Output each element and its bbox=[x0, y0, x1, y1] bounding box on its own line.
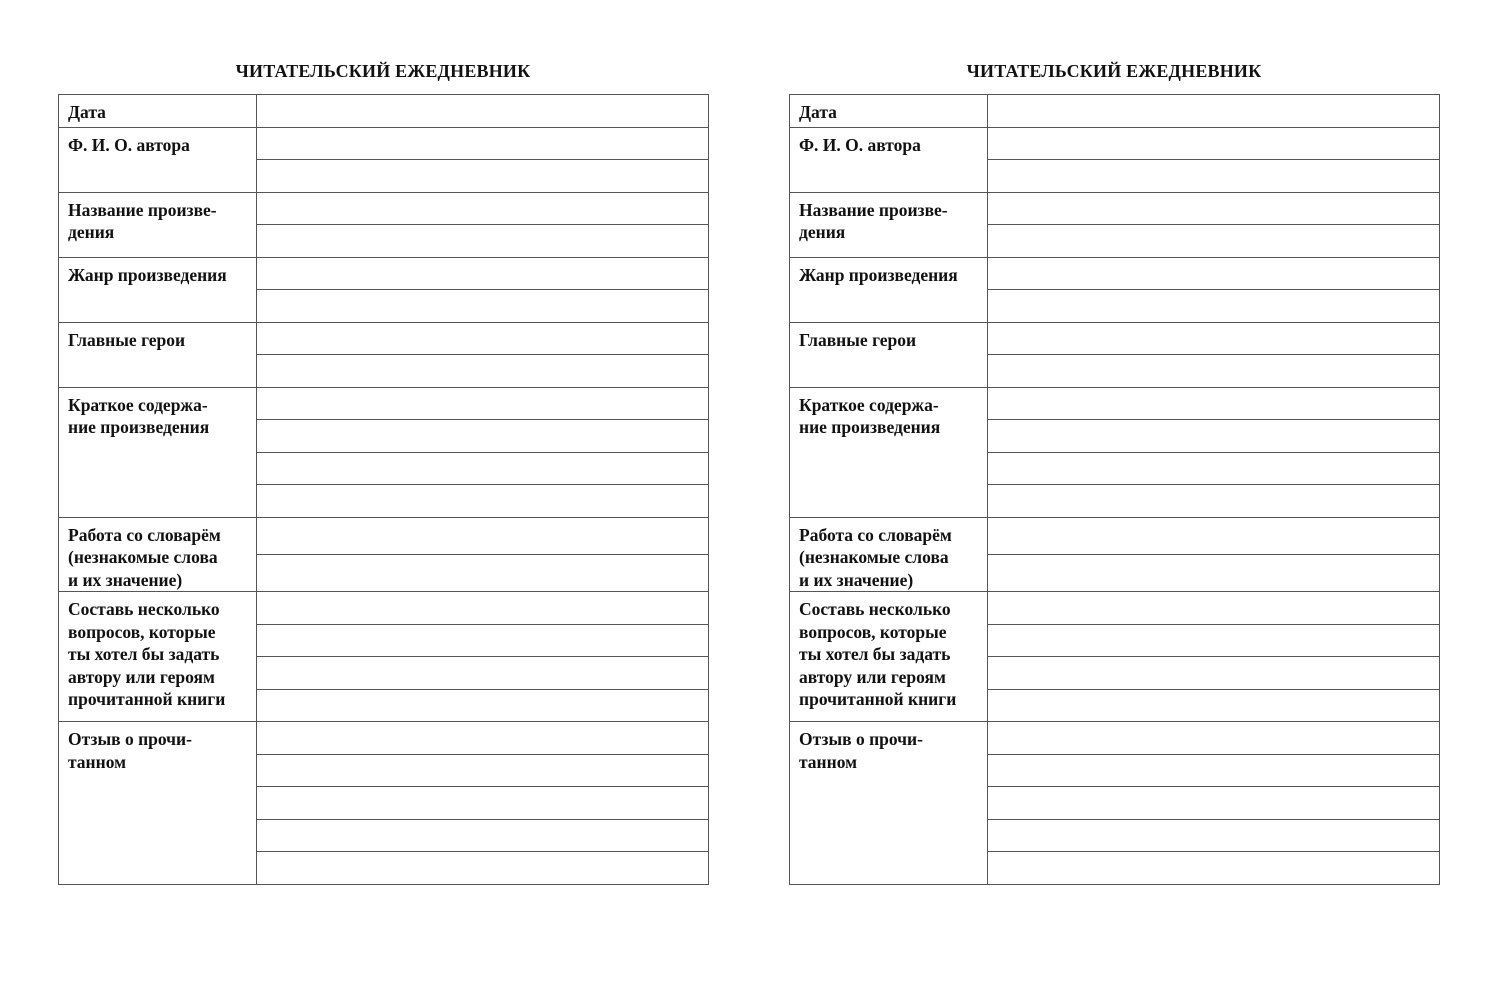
writing-line[interactable] bbox=[988, 225, 1440, 258]
writing-line[interactable] bbox=[257, 452, 709, 485]
table-row bbox=[790, 192, 1440, 225]
section-label: Жанр произведения bbox=[790, 257, 988, 322]
writing-line[interactable] bbox=[257, 95, 709, 128]
writing-line[interactable] bbox=[257, 554, 709, 591]
table-row bbox=[790, 127, 1440, 160]
table-row bbox=[790, 517, 1440, 554]
section-label: Отзыв о прочи- танном bbox=[790, 722, 988, 885]
writing-line[interactable] bbox=[257, 257, 709, 290]
writing-line[interactable] bbox=[988, 257, 1440, 290]
table-row bbox=[790, 387, 1440, 420]
writing-line[interactable] bbox=[257, 722, 709, 755]
section-label: Главные герои bbox=[59, 322, 257, 387]
writing-line[interactable] bbox=[257, 754, 709, 787]
writing-line[interactable] bbox=[257, 420, 709, 453]
writing-line[interactable] bbox=[257, 819, 709, 852]
writing-line[interactable] bbox=[988, 290, 1440, 323]
writing-line[interactable] bbox=[988, 420, 1440, 453]
table-row bbox=[790, 322, 1440, 355]
writing-line[interactable] bbox=[257, 592, 709, 625]
section-label: Название произве- дения bbox=[790, 192, 988, 257]
table-row bbox=[59, 517, 709, 554]
table-row bbox=[59, 95, 709, 128]
writing-line[interactable] bbox=[257, 290, 709, 323]
table-row bbox=[59, 592, 709, 625]
writing-line[interactable] bbox=[257, 517, 709, 554]
writing-line[interactable] bbox=[257, 322, 709, 355]
writing-line[interactable] bbox=[988, 722, 1440, 755]
section-label: Краткое содержа- ние произведения bbox=[59, 387, 257, 517]
table-row bbox=[59, 192, 709, 225]
writing-line[interactable] bbox=[257, 355, 709, 388]
writing-line[interactable] bbox=[988, 355, 1440, 388]
section-label: Дата bbox=[790, 95, 988, 128]
table-row bbox=[59, 722, 709, 755]
table-row bbox=[790, 592, 1440, 625]
writing-line[interactable] bbox=[257, 485, 709, 518]
writing-line[interactable] bbox=[988, 787, 1440, 820]
section-label: Название произве- дения bbox=[59, 192, 257, 257]
section-label: Отзыв о прочи- танном bbox=[59, 722, 257, 885]
writing-line[interactable] bbox=[988, 517, 1440, 554]
writing-line[interactable] bbox=[988, 127, 1440, 160]
writing-line[interactable] bbox=[257, 852, 709, 885]
diary-table bbox=[58, 94, 709, 885]
section-label: Работа со словарём (незнакомые слова и их значение) bbox=[59, 517, 257, 592]
section-label: Жанр произведения bbox=[59, 257, 257, 322]
table-row bbox=[59, 322, 709, 355]
writing-line[interactable] bbox=[988, 387, 1440, 420]
page-title: ЧИТАТЕЛЬСКИЙ ЕЖЕДНЕВНИК bbox=[235, 61, 531, 81]
section-label: Ф. И. О. автора bbox=[790, 127, 988, 192]
writing-line[interactable] bbox=[988, 160, 1440, 193]
section-label: Составь несколько вопросов, которые ты хотел бы задать автору или героям прочитанной книги bbox=[790, 592, 988, 722]
table-row bbox=[790, 722, 1440, 755]
writing-line[interactable] bbox=[988, 322, 1440, 355]
diary-table bbox=[789, 94, 1440, 885]
writing-line[interactable] bbox=[988, 95, 1440, 128]
section-label: Работа со словарём (незнакомые слова и их значение) bbox=[790, 517, 988, 592]
table-row bbox=[59, 127, 709, 160]
writing-line[interactable] bbox=[257, 657, 709, 690]
writing-line[interactable] bbox=[257, 192, 709, 225]
section-label: Составь несколько вопросов, которые ты хотел бы задать автору или героям прочитанной книги bbox=[59, 592, 257, 722]
writing-line[interactable] bbox=[988, 592, 1440, 625]
writing-line[interactable] bbox=[257, 127, 709, 160]
table-row bbox=[790, 95, 1440, 128]
section-label: Дата bbox=[59, 95, 257, 128]
writing-line[interactable] bbox=[257, 387, 709, 420]
writing-line[interactable] bbox=[988, 819, 1440, 852]
section-label: Краткое содержа- ние произведения bbox=[790, 387, 988, 517]
section-label: Ф. И. О. автора bbox=[59, 127, 257, 192]
table-row bbox=[59, 387, 709, 420]
writing-line[interactable] bbox=[988, 192, 1440, 225]
writing-line[interactable] bbox=[988, 624, 1440, 657]
writing-line[interactable] bbox=[988, 554, 1440, 591]
writing-line[interactable] bbox=[988, 852, 1440, 885]
writing-line[interactable] bbox=[988, 485, 1440, 518]
section-label: Главные герои bbox=[790, 322, 988, 387]
writing-line[interactable] bbox=[257, 624, 709, 657]
table-row bbox=[790, 257, 1440, 290]
writing-line[interactable] bbox=[988, 754, 1440, 787]
writing-line[interactable] bbox=[988, 452, 1440, 485]
writing-line[interactable] bbox=[257, 160, 709, 193]
writing-line[interactable] bbox=[988, 657, 1440, 690]
table-row bbox=[59, 257, 709, 290]
writing-line[interactable] bbox=[257, 689, 709, 722]
writing-line[interactable] bbox=[988, 689, 1440, 722]
writing-line[interactable] bbox=[257, 787, 709, 820]
page-title: ЧИТАТЕЛЬСКИЙ ЕЖЕДНЕВНИК bbox=[966, 61, 1262, 81]
writing-line[interactable] bbox=[257, 225, 709, 258]
